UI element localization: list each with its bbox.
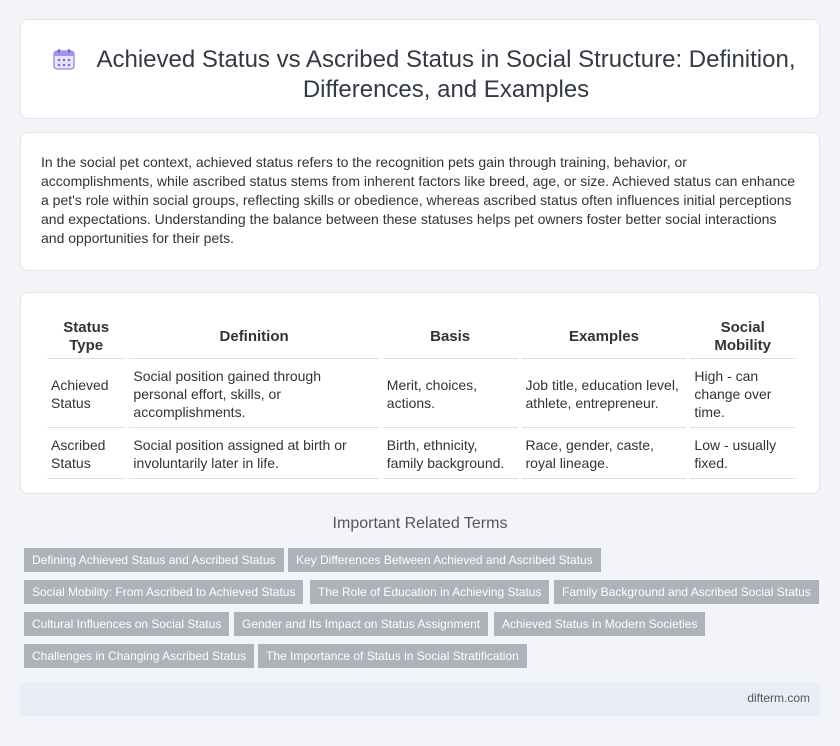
related-term-tag[interactable]: Cultural Influences on Social Status — [24, 612, 229, 636]
header-status-type: Status Type — [47, 317, 125, 359]
header-examples: Examples — [522, 317, 687, 359]
table-header-row — [47, 317, 795, 359]
related-term-tag[interactable]: Defining Achieved Status and Ascribed Status — [24, 548, 284, 572]
comparison-table — [43, 315, 799, 481]
table-cell: Achieved Status — [47, 361, 125, 428]
table-cell: Race, gender, caste, royal lineage. — [522, 430, 687, 479]
table-cell: Birth, ethnicity, family background. — [383, 430, 518, 479]
table-cell: Low - usually fixed. — [690, 430, 795, 479]
related-term-tag[interactable]: The Importance of Status in Social Stratification — [258, 644, 527, 668]
related-term-tag[interactable]: Family Background and Ascribed Social Status — [554, 580, 819, 604]
footer — [20, 682, 820, 716]
table-cell: High - can change over time. — [690, 361, 795, 428]
header-basis: Basis — [383, 317, 518, 359]
header-definition: Definition — [129, 317, 378, 359]
table-cell: Ascribed Status — [47, 430, 125, 479]
related-term-tag[interactable]: Challenges in Changing Ascribed Status — [24, 644, 254, 668]
page-title: Achieved Status vs Ascribed Status in Social Structure: Definition, Differences, and Examples — [96, 46, 796, 103]
related-term-tag[interactable]: Social Mobility: From Ascribed to Achieved Status — [24, 580, 303, 604]
table-cell: Social position gained through personal effort, skills, or accomplishments. — [129, 361, 378, 428]
related-term-tag[interactable]: Key Differences Between Achieved and Ascribed Status — [288, 548, 601, 572]
header-card — [20, 19, 820, 119]
intro-card — [20, 132, 820, 271]
table-cell: Job title, education level, athlete, entrepreneur. — [522, 361, 687, 428]
related-terms-title: Important Related Terms — [332, 515, 508, 532]
table-cell: Merit, choices, actions. — [383, 361, 518, 428]
table-row — [47, 361, 795, 428]
calendar-grid-icon — [53, 48, 75, 70]
intro-paragraph: In the social pet context, achieved status refers to the recognition pets gain through training, behavior, or accomplishments, while ascribed status stems from inherent factors like breed, age, or size. Achieved status can enhance a pet's role within social groups, reflecting skills or obedience, whereas ascribed status often influences initial perceptions and expectations. Understanding the balance between these statuses helps pet owners foster better social interactions and opportunities for their pets. — [41, 154, 796, 246]
header-social-mobility: Social Mobility — [690, 317, 795, 359]
related-term-tag[interactable]: The Role of Education in Achieving Status — [310, 580, 549, 604]
table-card — [20, 292, 820, 494]
table-row — [47, 430, 795, 479]
related-term-tag[interactable]: Achieved Status in Modern Societies — [494, 612, 705, 636]
related-term-tag[interactable]: Gender and Its Impact on Status Assignment — [234, 612, 488, 636]
table-cell: Social position assigned at birth or involuntarily later in life. — [129, 430, 378, 479]
footer-site-link[interactable]: difterm.com — [747, 691, 810, 705]
